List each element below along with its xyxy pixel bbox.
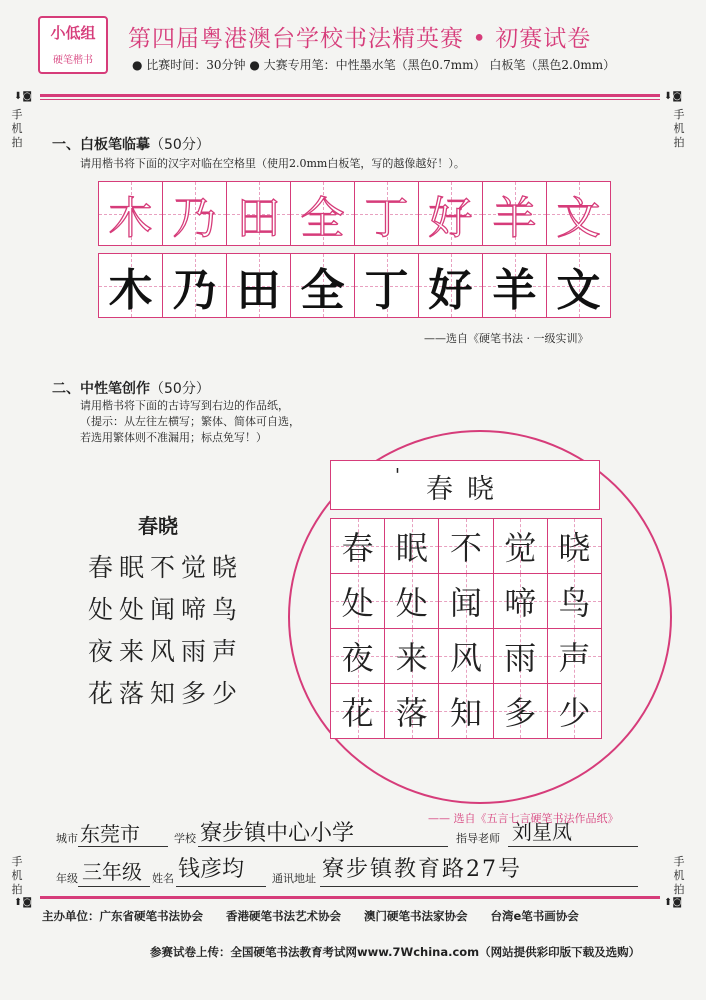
name-label: 姓名 xyxy=(152,872,174,885)
side-char: 手 xyxy=(673,855,685,868)
outline-char: 木 xyxy=(108,192,153,244)
section2-points: （50分） xyxy=(150,381,210,397)
work-char: 雨 xyxy=(504,639,537,677)
badge-bottom-text: 硬笔楷书 xyxy=(53,55,93,66)
grid-cell xyxy=(548,629,601,683)
header-divider-thin xyxy=(40,99,660,100)
school-label: 学校 xyxy=(174,832,196,845)
section1-instruction: 请用楷书将下面的汉字对临在空格里（使用2.0mm白板笔，写的越像越好！）。 xyxy=(80,157,465,170)
work-char: 花 xyxy=(341,694,374,732)
work-char: 风 xyxy=(450,639,483,677)
grid-cell xyxy=(331,519,385,573)
grid-cell xyxy=(483,182,547,245)
title-bullet: • xyxy=(472,26,487,52)
side-char: 拍 xyxy=(673,136,685,149)
work-char: 知 xyxy=(450,694,483,732)
title-suffix: 初赛试卷 xyxy=(495,26,592,52)
camera-icon-bottom-left: ⬆◙ xyxy=(13,897,33,908)
header-divider xyxy=(40,94,660,97)
city-label: 城市 xyxy=(56,832,78,845)
section2-instructions xyxy=(80,398,300,446)
grid-cell xyxy=(419,182,483,245)
camera-icon-top-left: ⬇◙ xyxy=(13,91,33,102)
grid-cell xyxy=(355,182,419,245)
grid-cell xyxy=(494,574,548,628)
organizers: 主办单位：广东省硬笔书法协会 香港硬笔书法艺术协会 澳门硬笔书法家协会 台湾e笔书画协会 xyxy=(42,909,579,923)
grid-cell xyxy=(494,629,548,683)
instruction-line: 请用楷书将下面的古诗写到右边的作品纸， xyxy=(80,399,289,412)
grid-cell xyxy=(227,182,291,245)
written-char: 田 xyxy=(236,264,281,316)
work-char: 落 xyxy=(395,694,428,732)
grid-cell xyxy=(547,182,610,245)
copy-grid-outline xyxy=(98,181,611,246)
work-char: 鸟 xyxy=(558,584,591,622)
work-char: 少 xyxy=(558,694,591,732)
work-char: 来 xyxy=(395,639,428,677)
grid-cell xyxy=(385,519,439,573)
work-title: 春晓 xyxy=(426,474,508,505)
work-char: 春 xyxy=(341,529,374,567)
section2-source: —— 选自《五言七言硬笔书法作品纸》 xyxy=(428,812,619,825)
grid-cell xyxy=(99,182,163,245)
side-char: 拍 xyxy=(11,136,23,149)
grid-cell xyxy=(227,254,291,317)
grade-field[interactable]: 三年级 xyxy=(82,860,142,884)
work-char: 觉 xyxy=(504,529,537,567)
instruction-line: （提示：从左往左横写；繁体、简体可自选， xyxy=(80,415,300,428)
grid-cell xyxy=(548,574,601,628)
written-char: 羊 xyxy=(492,264,537,316)
side-char: 手 xyxy=(11,855,23,868)
camera-icon-top-right: ⬇◙ xyxy=(663,91,683,102)
section2-heading xyxy=(52,378,210,398)
city-underline xyxy=(78,846,168,847)
title-dot: ' xyxy=(395,465,400,486)
name-underline xyxy=(176,886,266,887)
grid-cell xyxy=(291,182,355,245)
written-char: 全 xyxy=(300,264,345,316)
section1-source: ——选自《硬笔书法 · 一级实训》 xyxy=(424,332,589,345)
badge-top-text: 小低组 xyxy=(50,24,96,42)
side-label-top-right xyxy=(672,108,686,150)
footer-divider xyxy=(40,896,660,899)
grid-cell xyxy=(385,684,439,738)
side-label-bottom-right xyxy=(672,855,686,897)
poem-title: 春晓 xyxy=(138,514,178,538)
section1-heading xyxy=(52,134,210,154)
grid-cell xyxy=(483,254,547,317)
outline-char: 丁 xyxy=(364,192,409,244)
work-char: 眠 xyxy=(395,529,428,567)
work-char: 啼 xyxy=(504,584,537,622)
grid-cell xyxy=(548,519,601,573)
outline-char: 羊 xyxy=(492,192,537,244)
grid-cell xyxy=(439,684,493,738)
work-row xyxy=(330,683,602,739)
address-field[interactable]: 寮步镇教育路27号 xyxy=(322,857,522,882)
grid-cell xyxy=(291,254,355,317)
written-char: 文 xyxy=(556,264,601,316)
grid-cell xyxy=(439,629,493,683)
title-main: 第四届粤港澳台学校书法精英赛 xyxy=(128,26,464,52)
school-field[interactable]: 寮步镇中心小学 xyxy=(200,821,355,846)
poem-line: 花落知多少 xyxy=(88,679,244,708)
written-char: 好 xyxy=(428,264,473,316)
side-label-top-left xyxy=(10,108,24,150)
outline-char: 全 xyxy=(300,192,345,244)
grid-cell xyxy=(99,254,163,317)
outline-char: 乃 xyxy=(172,192,217,244)
teacher-label: 指导老师 xyxy=(456,832,500,845)
work-char: 夜 xyxy=(341,639,374,677)
grid-cell xyxy=(331,574,385,628)
side-char: 拍 xyxy=(11,883,23,896)
grid-cell xyxy=(548,684,601,738)
work-char: 处 xyxy=(395,584,428,622)
grade-label: 年级 xyxy=(56,872,78,885)
poem-line: 夜来风雨声 xyxy=(88,637,244,666)
side-char: 手 xyxy=(11,108,23,121)
grid-cell xyxy=(385,574,439,628)
written-char: 丁 xyxy=(364,264,409,316)
grid-cell xyxy=(494,684,548,738)
camera-icon-bottom-right: ⬆◙ xyxy=(663,897,683,908)
teacher-field[interactable]: 刘星凤 xyxy=(512,820,572,844)
grid-cell xyxy=(439,519,493,573)
section1-title: 一、白板笔临摹 xyxy=(52,137,150,153)
written-char: 木 xyxy=(108,264,153,316)
teacher-underline xyxy=(508,846,638,847)
address-underline xyxy=(320,886,638,887)
side-label-bottom-left xyxy=(10,855,24,897)
side-char: 机 xyxy=(11,869,23,882)
written-char: 乃 xyxy=(172,264,217,316)
work-char: 不 xyxy=(450,529,483,567)
work-title-box xyxy=(330,460,600,510)
grid-cell xyxy=(163,254,227,317)
side-char: 机 xyxy=(11,122,23,135)
grid-cell xyxy=(331,629,385,683)
work-char: 闻 xyxy=(450,584,483,622)
work-char: 声 xyxy=(558,639,591,677)
grid-cell xyxy=(385,629,439,683)
grid-cell xyxy=(547,254,610,317)
school-underline xyxy=(198,846,448,847)
side-char: 手 xyxy=(673,108,685,121)
grid-cell xyxy=(439,574,493,628)
page-title xyxy=(128,20,591,53)
side-char: 机 xyxy=(673,869,685,882)
work-grid xyxy=(330,518,602,739)
work-char: 处 xyxy=(341,584,374,622)
city-field[interactable]: 东莞市 xyxy=(80,822,140,846)
outline-char: 文 xyxy=(556,192,601,244)
side-char: 机 xyxy=(673,122,685,135)
work-row xyxy=(330,573,602,628)
instruction-line: 若选用繁体则不准漏用；标点免写！） xyxy=(80,431,267,444)
grade-underline xyxy=(78,886,150,887)
poem-line: 春眠不觉晓 xyxy=(88,553,244,582)
subtitle: ● 比赛时间：30分钟 ● 大赛专用笔：中性墨水笔（黑色0.7mm） 白板笔（黑色2.0mm） xyxy=(132,58,616,72)
upload-note: 参赛试卷上传：全国硬笔书法教育考试网www.7Wchina.com（网站提供彩印版下载及选购） xyxy=(150,945,641,959)
poem-line: 处处闻啼鸟 xyxy=(88,595,244,624)
outline-char: 田 xyxy=(236,192,281,244)
work-row xyxy=(330,518,602,573)
side-char: 拍 xyxy=(673,883,685,896)
grid-cell xyxy=(331,684,385,738)
category-badge xyxy=(38,16,108,74)
grid-cell xyxy=(419,254,483,317)
address-label: 通讯地址 xyxy=(272,872,316,885)
section2-title: 二、中性笔创作 xyxy=(52,381,150,397)
grid-cell xyxy=(494,519,548,573)
outline-char: 好 xyxy=(428,192,473,244)
work-char: 多 xyxy=(504,694,537,732)
section1-points: （50分） xyxy=(150,137,210,153)
copy-grid-written xyxy=(98,253,611,318)
name-field[interactable]: 钱彦均 xyxy=(178,857,245,882)
grid-cell xyxy=(163,182,227,245)
work-row xyxy=(330,628,602,683)
work-char: 晓 xyxy=(558,529,591,567)
grid-cell xyxy=(355,254,419,317)
